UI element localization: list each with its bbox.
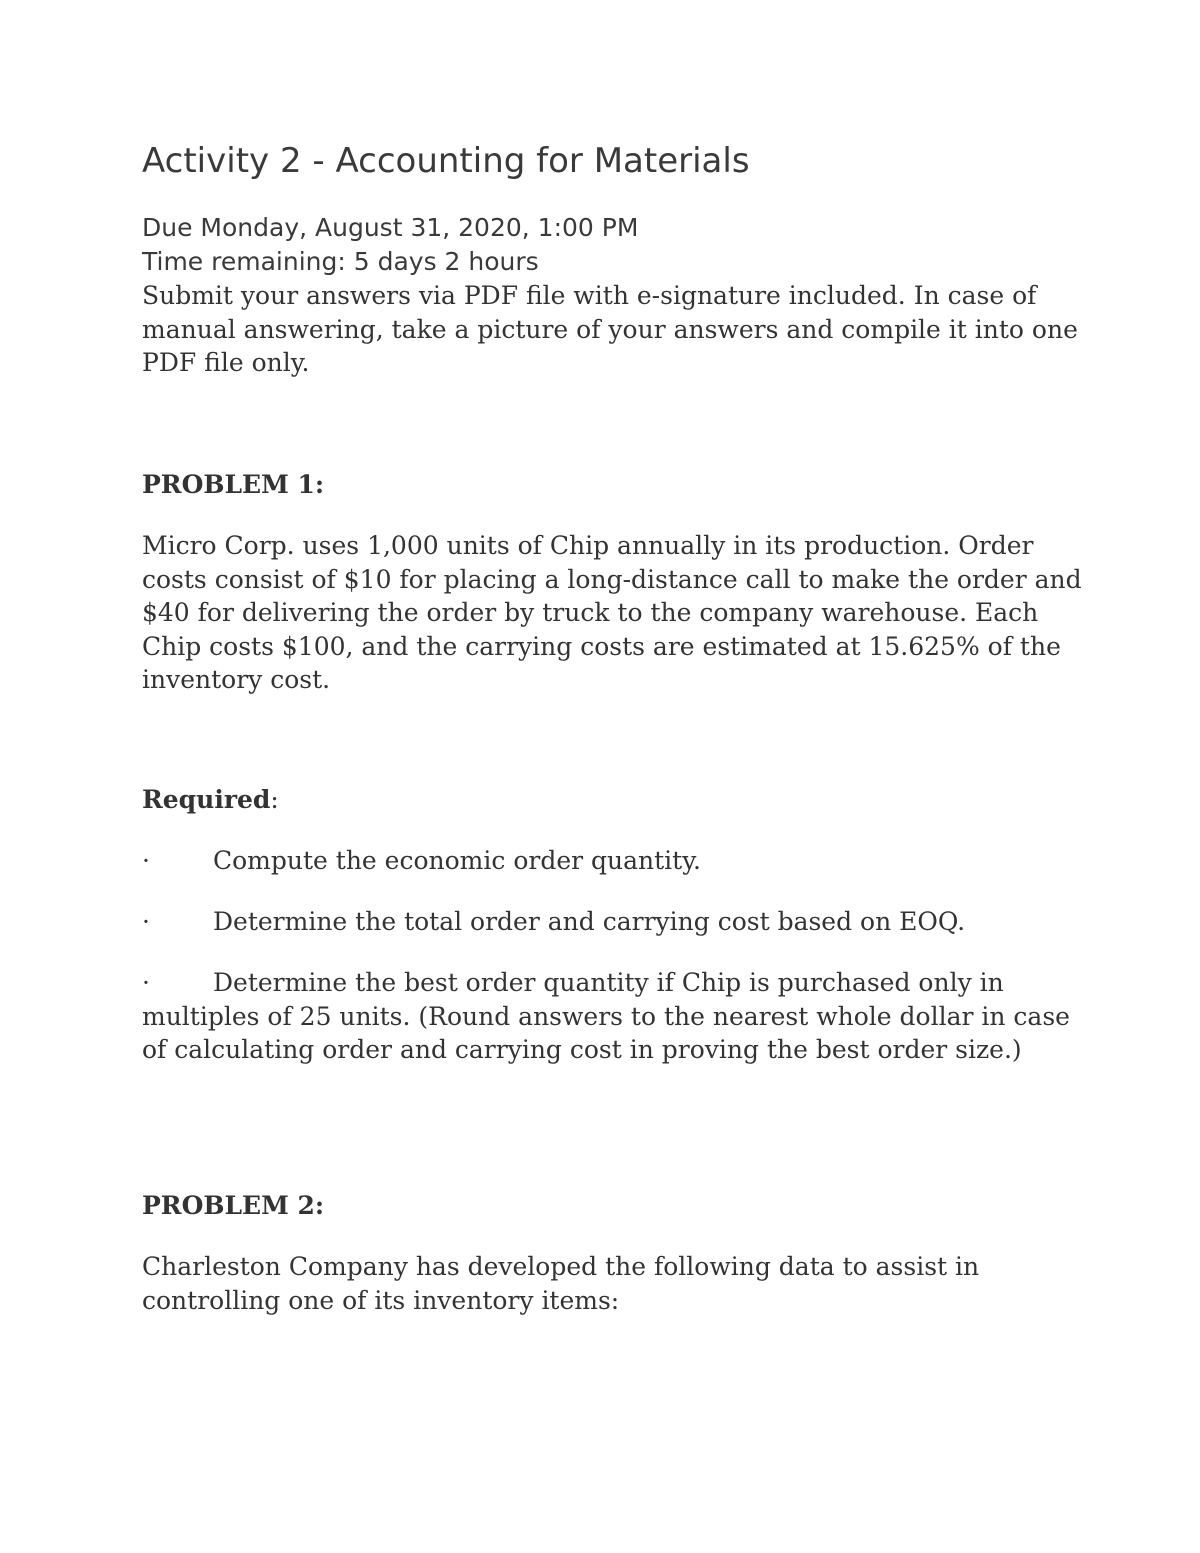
bullet-marker: · bbox=[142, 907, 150, 936]
problem-2-body: Charleston Company has developed the following data to assist in controlling one of its inventory items: bbox=[142, 1252, 980, 1315]
list-item-text: Compute the economic order quantity. bbox=[213, 846, 701, 875]
list-item-text: Determine the best order quantity if Chip is purchased only in multiples of 25 units. (Round answers to the nearest whole dollar in case of calculating order and carrying cost in proving the best order size.) bbox=[142, 968, 1070, 1064]
document-title: Activity 2 - Accounting for Materials bbox=[142, 141, 750, 181]
list-item bbox=[142, 844, 1082, 878]
list-item bbox=[142, 966, 1082, 1067]
time-remaining: Time remaining: 5 days 2 hours bbox=[142, 247, 539, 276]
problem-1-heading: PROBLEM 1: bbox=[142, 470, 325, 499]
list-item bbox=[142, 905, 1082, 939]
required-colon: : bbox=[270, 785, 279, 814]
problem-1-body: Micro Corp. uses 1,000 units of Chip annually in its production. Order costs consist of $10 for placing a long-distance call to make the order and $40 for delivering the order by truck to the company warehouse. Each Chip costs $100, and the carrying costs are estimated at 15.625% of the inventory cost. bbox=[142, 531, 1082, 694]
bullet-marker: · bbox=[142, 968, 150, 997]
due-date: Due Monday, August 31, 2020, 1:00 PM bbox=[142, 213, 639, 242]
problem-2-heading: PROBLEM 2: bbox=[142, 1191, 325, 1220]
required-label: Required bbox=[142, 785, 271, 814]
submission-instructions: Submit your answers via PDF file with e-signature included. In case of manual answering, take a picture of your answers and compile it into one PDF file only. bbox=[142, 281, 1078, 377]
bullet-marker: · bbox=[142, 846, 150, 875]
list-item-text: Determine the total order and carrying cost based on EOQ. bbox=[213, 907, 966, 936]
required-heading bbox=[142, 783, 279, 816]
